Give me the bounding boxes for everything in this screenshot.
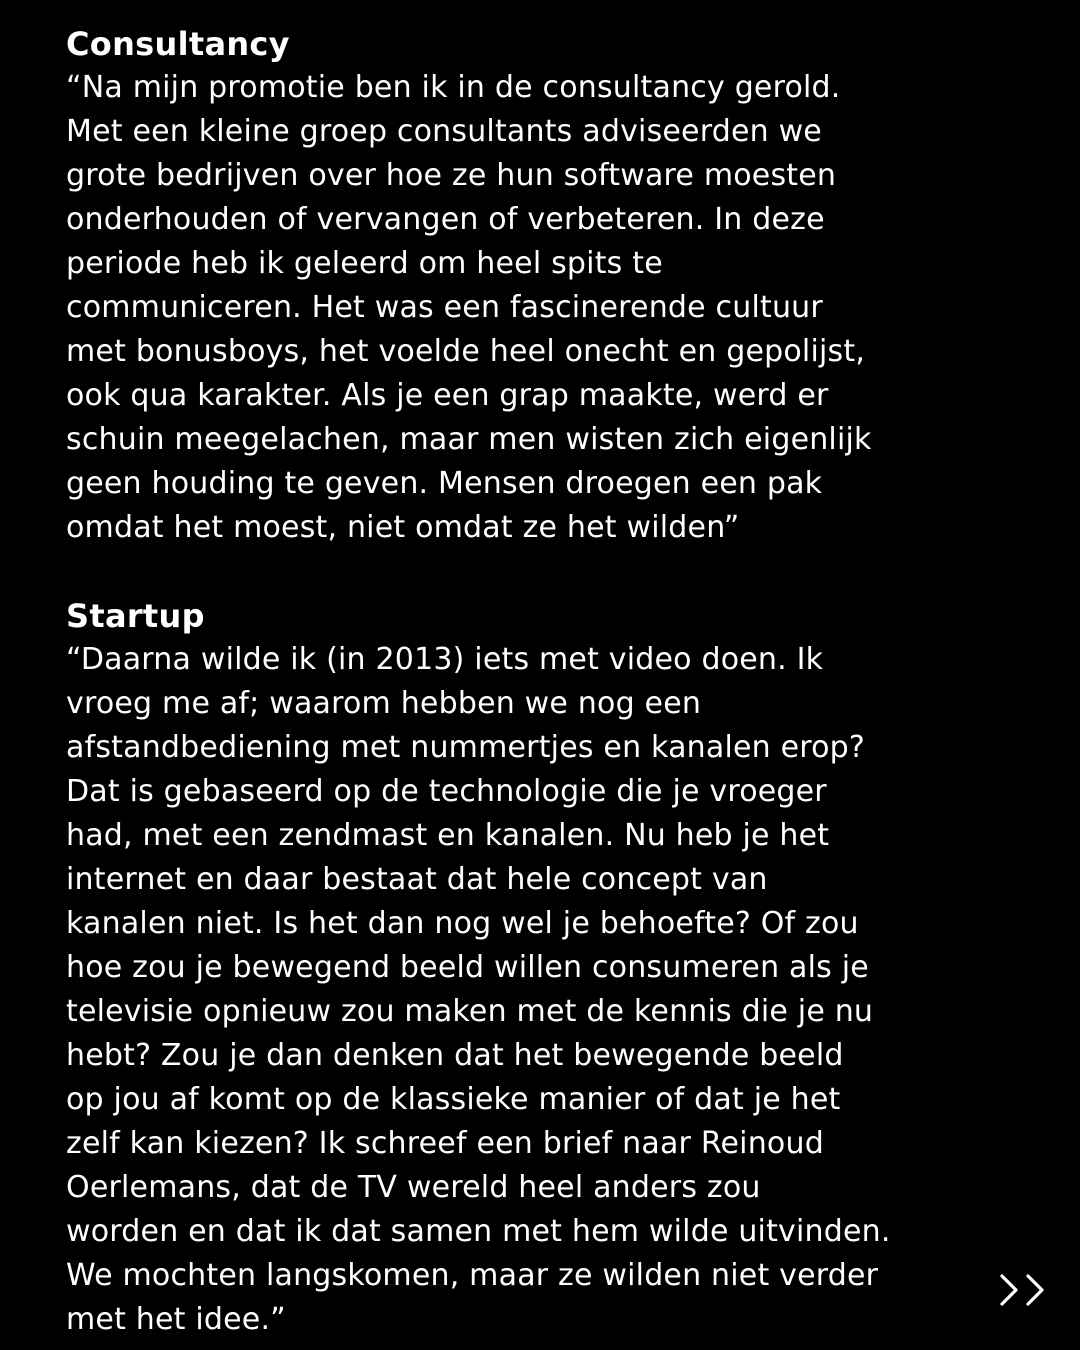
section-body-startup: “Daarna wilde ik (in 2013) iets met video doen. Ik vroeg me af; waarom hebben we nog een afstandbediening met nummertjes en kanalen erop? Dat is gebaseerd op de technologie die je vroeger had, met een zendmast en kanalen. Nu heb je het internet en daar bestaat dat hele concept van kanalen niet. Is het dan nog wel je behoefte? Of zou hoe zou je bewegend beeld willen consumeren als je televisie opnieuw zou maken met de kennis die je nu hebt? Zou je dan denken dat het bewegende beeld op jou af komt op de klassieke manier of dat je het zelf kan kiezen? Ik schreef een brief naar Reinoud Oerlemans, dat de TV wereld heel anders zou worden en dat ik dat samen met hem wilde uitvinden. We mochten langskomen, maar ze wilden niet verder met het idee.” <box>66 642 891 1337</box>
section-body-consultancy: “Na mijn promotie ben ik in de consultancy gerold. Met een kleine groep consultants adviseerden we grote bedrijven over hoe ze hun software moesten onderhouden of vervangen of verbeteren. In deze periode heb ik geleerd om heel spits te communiceren. Het was een fascinerende cultuur met bonusboys, het voelde heel onecht en gepolijst, ook qua karakter. Als je een grap maakte, werd er schuin meegelachen, maar men wisten zich eigenlijk geen houding te geven. Mensen droegen een pak omdat het moest, niet omdat ze het wilden” <box>66 70 872 545</box>
section-spacer <box>66 550 1026 594</box>
section-title-startup: Startup <box>66 597 205 635</box>
article-content <box>66 22 1026 1342</box>
section-title-consultancy: Consultancy <box>66 25 290 63</box>
double-chevron-right-icon <box>996 1268 1052 1312</box>
next-slide-button[interactable] <box>996 1268 1052 1312</box>
